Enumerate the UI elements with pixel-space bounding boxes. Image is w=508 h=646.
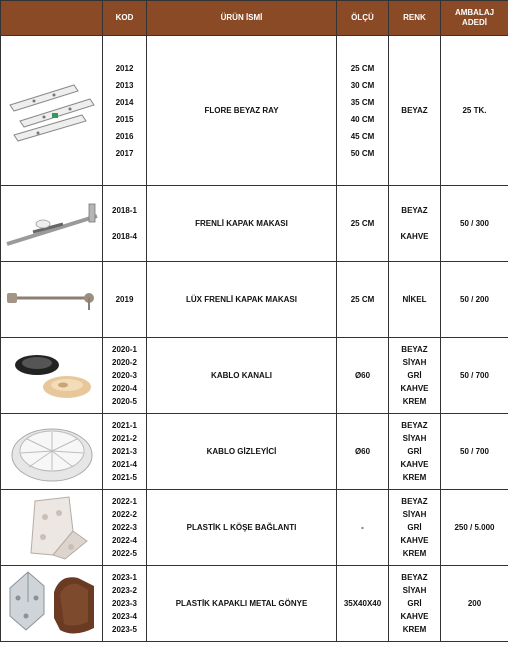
kod-value: 2015 [115, 114, 134, 124]
kod-value: 2022-4 [112, 536, 137, 545]
renk-value: KAHVE [400, 612, 429, 621]
kod-value: 2014 [115, 97, 134, 107]
product-name: FRENLİ KAPAK MAKASI [147, 186, 337, 262]
kod-value: 2021-5 [112, 473, 137, 482]
cable-grommet-icon [1, 338, 103, 414]
table-row [1, 186, 508, 262]
olcu-value: - [361, 523, 364, 532]
renk-value: KREM [402, 549, 427, 558]
renk-value [389, 217, 440, 230]
kod-value: 2022-1 [112, 497, 137, 506]
header-ambalaj-line2: ADEDİ [462, 18, 487, 27]
renk-cell [389, 36, 441, 186]
kod-value: 2019 [115, 295, 134, 304]
kod-value: 2020-4 [112, 384, 137, 393]
kod-cell [103, 186, 147, 262]
kod-cell [103, 338, 147, 414]
olcu-cell [337, 490, 389, 566]
kod-value: 2022-5 [112, 549, 137, 558]
ambalaj-cell: 50 / 300 [441, 186, 508, 262]
renk-value: BEYAZ [401, 206, 428, 215]
renk-value: KREM [402, 397, 427, 406]
table-row [1, 338, 508, 414]
olcu-value: Ø60 [354, 371, 371, 380]
kod-value: 2022-2 [112, 510, 137, 519]
olcu-value: 50 CM [350, 148, 375, 158]
kod-value: 2018-1 [112, 206, 137, 215]
header-image [1, 1, 103, 36]
kod-value: 2016 [115, 131, 134, 141]
kod-value: 2021-2 [112, 434, 137, 443]
product-name: PLASTİK KAPAKLI METAL GÖNYE [147, 566, 337, 642]
olcu-value: 25 CM [350, 295, 375, 304]
kod-value: 2020-5 [112, 397, 137, 406]
table-row [1, 36, 508, 186]
renk-cell [389, 186, 441, 262]
header-olcu: ÖLÇÜ [337, 1, 389, 36]
olcu-cell [337, 262, 389, 338]
olcu-value: 25 CM [350, 219, 375, 228]
olcu-value: 45 CM [350, 131, 375, 141]
renk-value: BEYAZ [401, 106, 428, 115]
kod-value: 2017 [115, 148, 134, 158]
renk-cell [389, 414, 441, 490]
kod-value: 2018-4 [112, 232, 137, 241]
kod-value: 2012 [115, 63, 134, 73]
kod-value: 2023-3 [112, 599, 137, 608]
product-name: KABLO GİZLEYİCİ [147, 414, 337, 490]
olcu-value: 30 CM [350, 80, 375, 90]
product-name: FLORE BEYAZ RAY [147, 36, 337, 186]
lux-lid-stay-icon [1, 262, 103, 338]
ambalaj-cell: 50 / 700 [441, 338, 508, 414]
renk-value: KAHVE [400, 232, 429, 241]
metal-angle-bracket-icon [1, 566, 103, 642]
product-name: PLASTİK L KÖŞE BAĞLANTI [147, 490, 337, 566]
ambalaj-cell: 50 / 700 [441, 414, 508, 490]
renk-value: GRİ [407, 599, 422, 608]
kod-value: 2020-1 [112, 345, 137, 354]
renk-value: KREM [402, 625, 427, 634]
kod-value: 2021-3 [112, 447, 137, 456]
header-urun-ismi: ÜRÜN İSMİ [147, 1, 337, 36]
header-ambalaj [441, 1, 508, 36]
renk-value: KAHVE [400, 460, 429, 469]
olcu-cell [337, 566, 389, 642]
kod-cell [103, 490, 147, 566]
renk-value: SİYAH [402, 358, 427, 367]
renk-value: BEYAZ [401, 345, 428, 354]
header-row [1, 1, 508, 36]
renk-value: BEYAZ [401, 421, 428, 430]
olcu-value: Ø60 [354, 447, 371, 456]
kod-value: 2023-1 [112, 573, 137, 582]
renk-cell [389, 338, 441, 414]
kod-value: 2020-3 [112, 371, 137, 380]
renk-value: SİYAH [402, 586, 427, 595]
renk-value: SİYAH [402, 510, 427, 519]
renk-value: NİKEL [402, 295, 427, 304]
renk-cell [389, 490, 441, 566]
kod-value [103, 217, 146, 230]
olcu-cell [337, 36, 389, 186]
renk-value: GRİ [407, 447, 422, 456]
renk-value: KAHVE [400, 384, 429, 393]
kod-value: 2021-4 [112, 460, 137, 469]
renk-cell [389, 262, 441, 338]
header-ambalaj-line1: AMBALAJ [454, 8, 495, 17]
soft-close-lid-stay-icon [1, 186, 103, 262]
olcu-value: 35X40X40 [343, 599, 382, 608]
header-kod: KOD [103, 1, 147, 36]
plastic-l-bracket-icon [1, 490, 103, 566]
header-renk: RENK [389, 1, 441, 36]
olcu-value: 40 CM [350, 114, 375, 124]
renk-value: GRİ [407, 371, 422, 380]
kod-cell [103, 414, 147, 490]
kod-value: 2023-2 [112, 586, 137, 595]
drawer-slide-rails-icon [1, 36, 103, 186]
ambalaj-cell: 250 / 5.000 [441, 490, 508, 566]
table-row [1, 566, 508, 642]
kod-value: 2020-2 [112, 358, 137, 367]
ambalaj-cell: 200 [441, 566, 508, 642]
renk-cell [389, 566, 441, 642]
ambalaj-cell: 50 / 200 [441, 262, 508, 338]
ambalaj-cell: 25 TK. [441, 36, 508, 186]
olcu-value: 25 CM [350, 63, 375, 73]
kod-cell [103, 262, 147, 338]
table-row [1, 262, 508, 338]
renk-value: KAHVE [400, 536, 429, 545]
olcu-cell [337, 338, 389, 414]
kod-value: 2023-4 [112, 612, 137, 621]
kod-value: 2021-1 [112, 421, 137, 430]
table-row [1, 414, 508, 490]
renk-value: BEYAZ [401, 573, 428, 582]
renk-value: KREM [402, 473, 427, 482]
kod-value: 2022-3 [112, 523, 137, 532]
kod-value: 2023-5 [112, 625, 137, 634]
kod-cell [103, 566, 147, 642]
kod-cell [103, 36, 147, 186]
cable-cover-icon [1, 414, 103, 490]
renk-value: GRİ [407, 523, 422, 532]
product-name: KABLO KANALI [147, 338, 337, 414]
olcu-value: 35 CM [350, 97, 375, 107]
product-name: LÜX FRENLİ KAPAK MAKASI [147, 262, 337, 338]
renk-value: BEYAZ [401, 497, 428, 506]
olcu-cell [337, 186, 389, 262]
kod-value: 2013 [115, 80, 134, 90]
olcu-cell [337, 414, 389, 490]
table-row [1, 490, 508, 566]
renk-value: SİYAH [402, 434, 427, 443]
